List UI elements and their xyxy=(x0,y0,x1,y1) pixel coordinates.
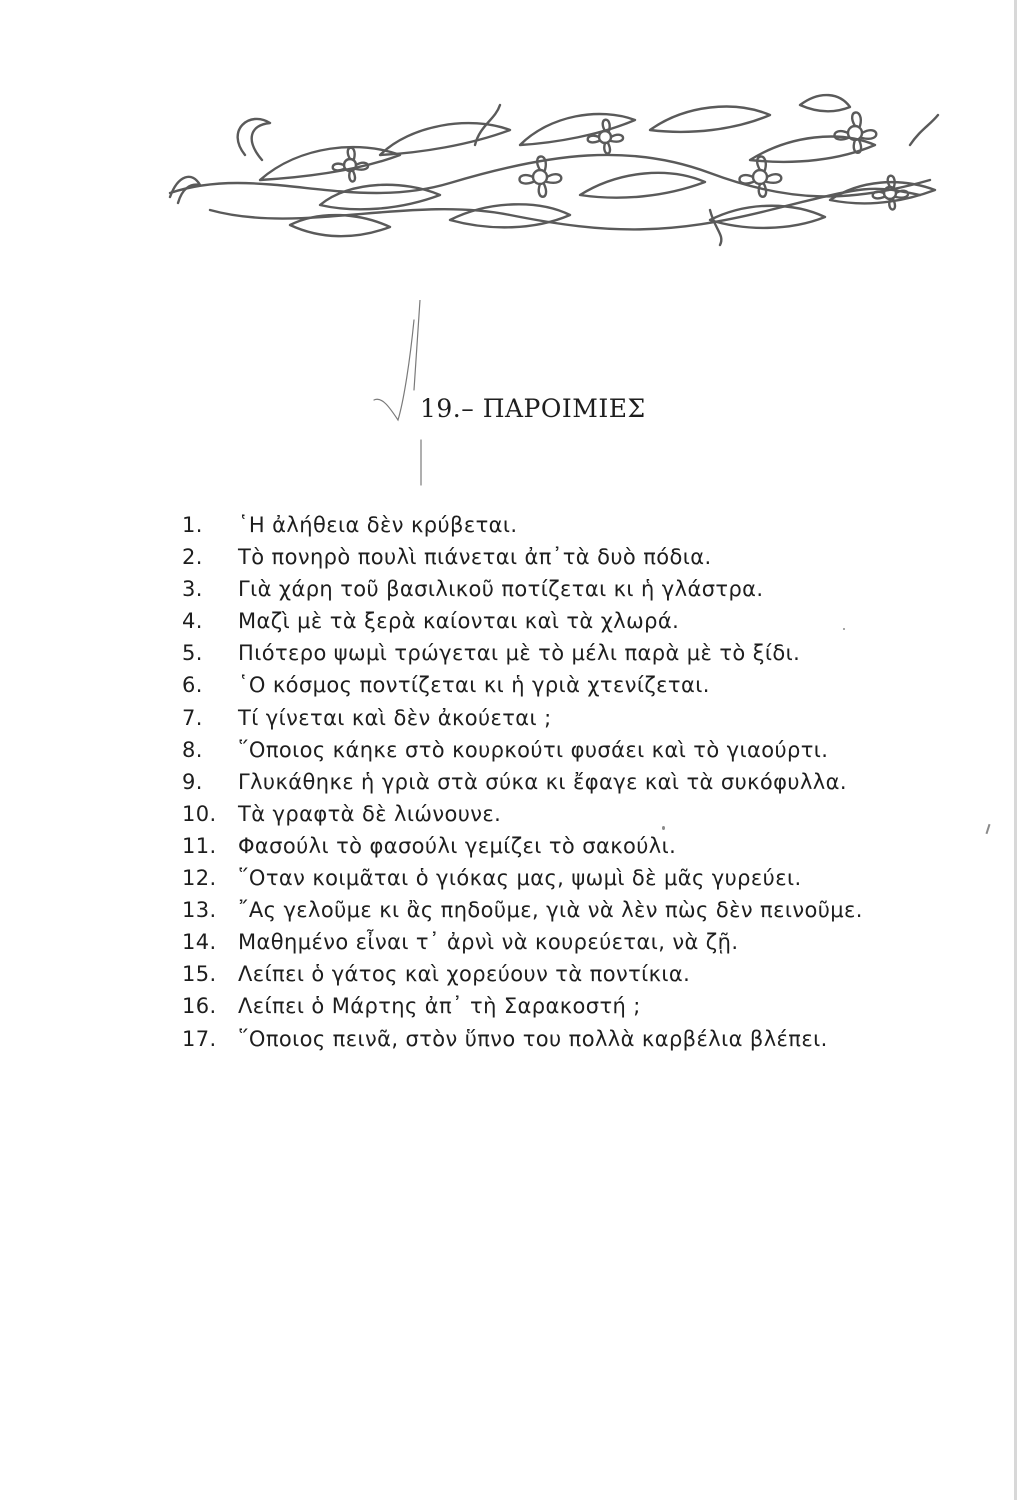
list-item xyxy=(182,930,863,962)
item-number: 7. xyxy=(182,705,203,730)
item-number: 15. xyxy=(182,962,217,987)
item-text: Πιότερο ψωμὶ τρώγεται μὲ τὸ μέλι παρὰ μὲ τὸ ξίδι. xyxy=(238,641,801,666)
item-text: Τὰ γραφτὰ δὲ λιώνουνε. xyxy=(238,801,502,826)
item-text: Γιὰ χάρη τοῦ βασιλικοῦ ποτίζεται κι ἡ γλάστρα. xyxy=(238,577,764,602)
list-item xyxy=(182,834,863,866)
item-text: Τὸ πονηρὸ πουλὶ πιάνεται ἀπ᾿τὰ δυὸ πόδια. xyxy=(238,545,712,570)
list-item xyxy=(182,802,863,834)
list-item xyxy=(182,770,863,802)
scan-speck xyxy=(843,628,845,630)
floral-garland-icon xyxy=(150,85,940,255)
item-number: 4. xyxy=(182,609,203,634)
list-item xyxy=(182,673,863,705)
scan-speck xyxy=(662,826,665,830)
item-text: Μαθημένο εἶναι τ᾿ ἀρνὶ νὰ κουρεύεται, νὰ ζῇ. xyxy=(238,930,739,955)
item-text: ῾Ο κόσμος ποντίζεται κι ἡ γριὰ χτενίζεται. xyxy=(238,673,710,698)
proverb-list xyxy=(182,513,863,1059)
list-item xyxy=(182,513,863,545)
item-number: 14. xyxy=(182,930,217,955)
item-text: ῎Ας γελοῦμε κι ἂς πηδοῦμε, γιὰ νὰ λὲν πὼς δὲν πεινοῦμε. xyxy=(238,898,863,923)
item-text: Μαζὶ μὲ τὰ ξερὰ καίονται καὶ τὰ χλωρά. xyxy=(238,609,680,634)
item-text: ῞Οταν κοιμᾶται ὁ γιόκας μας, ψωμὶ δὲ μᾶς γυρεύει. xyxy=(238,866,802,891)
list-item xyxy=(182,898,863,930)
list-item xyxy=(182,1027,863,1059)
item-number: 12. xyxy=(182,866,217,891)
list-item xyxy=(182,962,863,994)
item-number: 3. xyxy=(182,577,203,602)
item-number: 6. xyxy=(182,673,203,698)
item-number: 11. xyxy=(182,833,217,858)
list-item xyxy=(182,609,863,641)
item-number: 9. xyxy=(182,769,203,794)
item-number: 13. xyxy=(182,898,217,923)
item-number: 10. xyxy=(182,801,217,826)
list-item xyxy=(182,866,863,898)
item-number: 17. xyxy=(182,1026,217,1051)
item-text: Γλυκάθηκε ἡ γριὰ στὰ σύκα κι ἔφαγε καὶ τὰ συκόφυλλα. xyxy=(238,769,847,794)
scan-speck xyxy=(986,824,991,834)
list-item xyxy=(182,706,863,738)
list-item xyxy=(182,545,863,577)
item-number: 5. xyxy=(182,641,203,666)
list-item xyxy=(182,577,863,609)
item-text: Τί γίνεται καὶ δὲν ἀκούεται ; xyxy=(238,705,552,730)
list-item xyxy=(182,738,863,770)
item-number: 8. xyxy=(182,737,203,762)
item-text: Λείπει ὁ γάτος καὶ χορεύουν τὰ ποντίκια. xyxy=(238,962,691,987)
item-number: 1. xyxy=(182,513,203,537)
list-item xyxy=(182,641,863,673)
item-number: 2. xyxy=(182,545,203,570)
item-number: 16. xyxy=(182,994,217,1019)
item-text: ῞Οποιος πεινᾶ, στὸν ὕπνο του πολλὰ καρβέλια βλέπει. xyxy=(238,1026,828,1051)
item-text: Φασούλι τὸ φασούλι γεμίζει τὸ σακούλι. xyxy=(238,833,677,858)
item-text: Λείπει ὁ Μάρτης ἀπ᾿ τὴ Σαρακοστή ; xyxy=(238,994,641,1019)
page-title: 19.– ΠΑΡΟΙΜΙΕΣ xyxy=(420,394,646,423)
list-item xyxy=(182,994,863,1026)
item-text: ῞Οποιος κάηκε στὸ κουρκούτι φυσάει καὶ τὸ γιαούρτι. xyxy=(238,737,829,762)
item-text: ῾Η ἀλήθεια δὲν κρύβεται. xyxy=(238,513,518,537)
